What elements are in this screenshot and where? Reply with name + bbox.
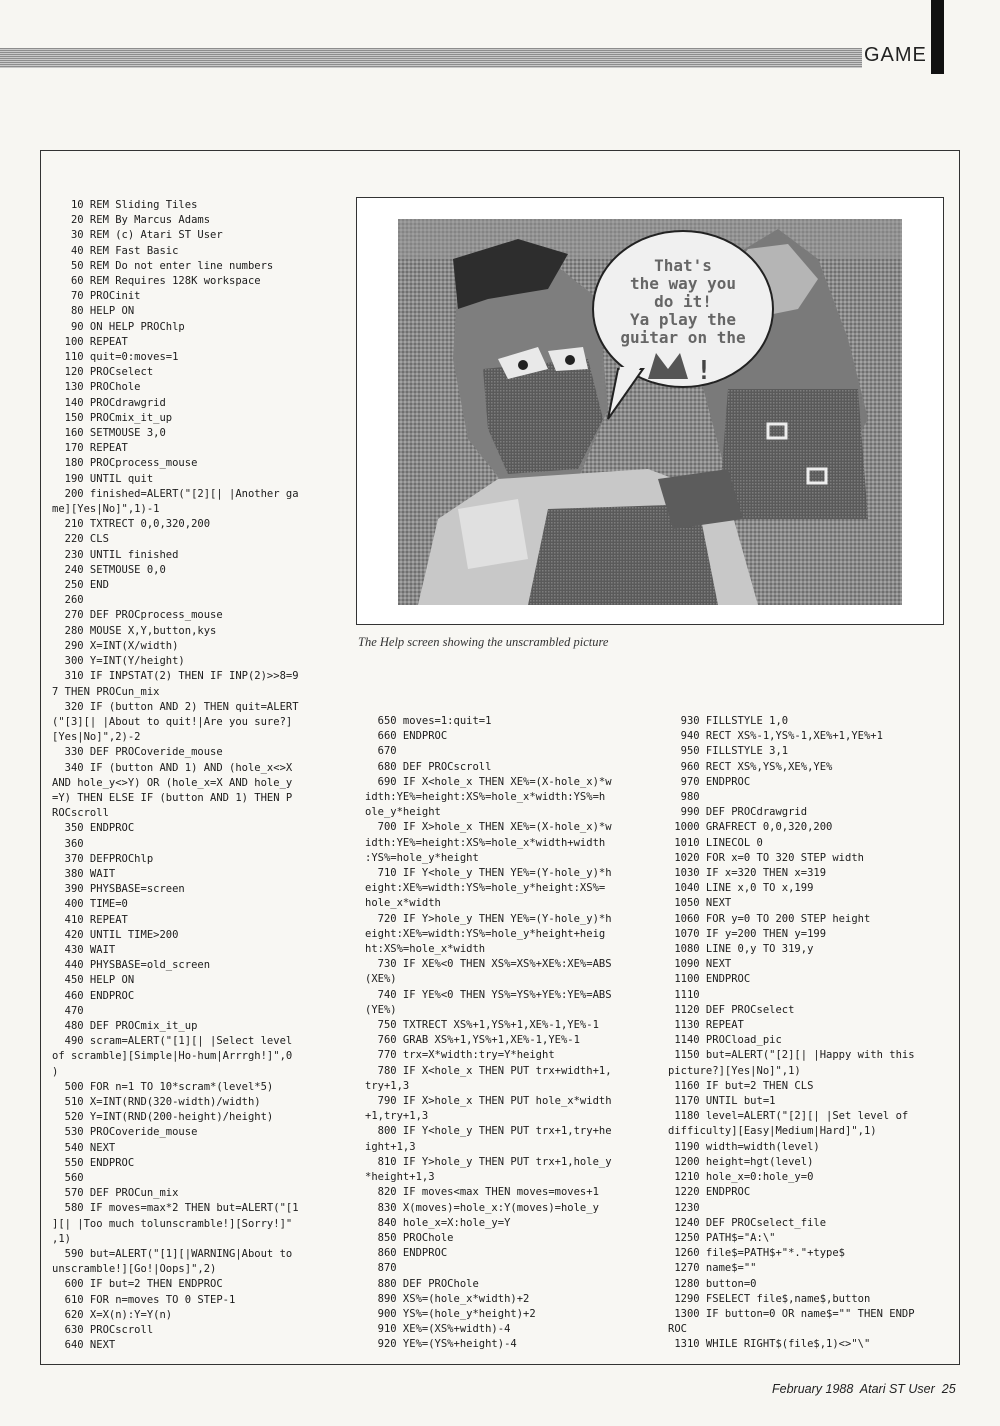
code-line: 40 REM Fast Basic [52,244,179,257]
code-line: 700 IF X>hole_x THEN XE%=(X-hole_x)*w [365,821,612,834]
code-line: 950 FILLSTYLE 3,1 [668,745,789,758]
page-footer: February 1988 Atari ST User 25 [772,1382,956,1396]
code-line: 320 IF (button AND 2) THEN quit=ALERT [52,700,299,713]
code-line: :YS%=hole_y*height [365,851,479,864]
code-line: me][Yes|No]",1)-1 [52,503,160,516]
code-line: ,1) [52,1232,71,1245]
code-line: of scramble][Simple|Ho-hum|Arrrgh!]",0 [52,1050,293,1063]
code-line: 760 GRAB XS%+1,YS%+1,XE%-1,YE%-1 [365,1034,580,1047]
code-line: 1030 IF x=320 THEN x=319 [668,867,827,880]
code-line: 1060 FOR y=0 TO 200 STEP height [668,912,871,925]
code-line: 490 scram=ALERT("[1][| |Select level [52,1035,293,1048]
code-line: ][| |Too much tolunscramble!][Sorry!]" [52,1217,293,1230]
code-line: 520 Y=INT(RND(200-height)/height) [52,1111,274,1124]
code-line: 420 UNTIL TIME>200 [52,928,179,941]
code-line: 270 DEF PROCprocess_mouse [52,609,223,622]
code-line: 400 TIME=0 [52,898,128,911]
code-line: 620 X=X(n):Y=Y(n) [52,1308,173,1321]
code-line: 300 Y=INT(Y/height) [52,655,185,668]
code-line: unscramble!][Go!|Oops]",2) [52,1263,217,1276]
code-line: 610 FOR n=moves TO 0 STEP-1 [52,1293,236,1306]
code-line: (YE%) [365,1003,397,1016]
code-line: hole_x*width [365,897,441,910]
speech-line-5: guitar on the [620,328,746,347]
code-line: 980 [668,791,700,804]
code-line: 810 IF Y>hole_y THEN PUT trx+1,hole_y [365,1155,612,1168]
code-line: 550 ENDPROC [52,1156,135,1169]
code-line: picture?][Yes|No]",1) [668,1064,801,1077]
code-column-2 [365,714,612,1353]
code-line: 880 DEF PROChole [365,1277,479,1290]
code-line: 1270 name$="" [668,1262,757,1275]
code-line: 640 NEXT [52,1339,116,1352]
speech-line-3: do it! [654,292,712,311]
code-line: 200 finished=ALERT("[2][| |Another ga [52,487,299,500]
code-line: 1280 button=0 [668,1277,757,1290]
code-line: 160 SETMOUSE 3,0 [52,427,166,440]
code-line: 970 ENDPROC [668,775,751,788]
code-line: 910 XE%=(XS%+width)-4 [365,1323,511,1336]
code-column-1 [52,198,299,1353]
code-line: 960 RECT XS%,YS%,XE%,YE% [668,760,833,773]
code-line: (XE%) [365,973,397,986]
code-line: 280 MOUSE X,Y,button,kys [52,624,217,637]
code-line: 1250 PATH$="A:\" [668,1231,776,1244]
code-line: 330 DEF PROCoveride_mouse [52,746,223,759]
code-line: 150 PROCmix_it_up [52,411,173,424]
code-line: 70 PROCinit [52,290,141,303]
code-line: 680 DEF PROCscroll [365,760,492,773]
code-line: 350 ENDPROC [52,822,135,835]
code-line: 1260 file$=PATH$+"*."+type$ [668,1247,846,1260]
code-line: 310 IF INPSTAT(2) THEN IF INP(2)>>8=9 [52,670,299,683]
code-line: 590 but=ALERT("[1][|WARNING|About to [52,1248,293,1261]
code-line: 940 RECT XS%-1,YS%-1,XE%+1,YE%+1 [668,730,883,743]
code-line: idth:YE%=height:XS%=hole_x*width:YS%=h [365,791,606,804]
code-line: 630 PROCscroll [52,1324,154,1337]
code-line: 510 X=INT(RND(320-width)/width) [52,1095,261,1108]
code-line: 1210 hole_x=0:hole_y=0 [668,1171,814,1184]
code-line: 790 IF X>hole_x THEN PUT hole_x*width [365,1095,612,1108]
code-line: 170 REPEAT [52,442,128,455]
speech-line-1: That's [654,256,712,275]
code-line: 290 X=INT(X/width) [52,639,179,652]
code-line: 600 IF but=2 THEN ENDPROC [52,1278,223,1291]
code-line: 570 DEF PROCun_mix [52,1187,179,1200]
code-line: 7 THEN PROCun_mix [52,685,160,698]
code-line: [Yes|No]",2)-2 [52,731,141,744]
code-line: 1110 [668,988,700,1001]
code-line: 340 IF (button AND 1) AND (hole_x<>X [52,761,293,774]
code-line: 1160 IF but=2 THEN CLS [668,1079,814,1092]
code-line: 650 moves=1:quit=1 [365,715,492,727]
code-column-3 [668,714,915,1353]
code-line: 670 [365,745,397,758]
code-line: 410 REPEAT [52,913,128,926]
code-line: 470 [52,1004,84,1017]
code-line: 220 CLS [52,533,109,546]
code-line: ht:XS%=hole_x*width [365,943,486,956]
header-stripes [0,48,862,68]
code-line: 210 TXTRECT 0,0,320,200 [52,518,211,531]
code-line: 860 ENDPROC [365,1247,448,1260]
code-line: 390 PHYSBASE=screen [52,883,185,896]
code-line: ROC [668,1323,687,1336]
code-line: ight+1,3 [365,1140,416,1153]
code-line: 820 IF moves<max THEN moves=moves+1 [365,1186,599,1199]
code-line: 100 REPEAT [52,335,128,348]
page-header [0,0,1000,80]
code-line: 890 XS%=(hole_x*width)+2 [365,1292,530,1305]
code-line: eight:XE%=width:YS%=hole_y*height:XS%= [365,882,606,895]
code-line: 260 [52,594,84,607]
code-line: 190 UNTIL quit [52,472,154,485]
code-line: 1010 LINECOL 0 [668,836,763,849]
code-line: idth:YE%=height:XS%=hole_x*width+width [365,836,606,849]
code-line: 500 FOR n=1 TO 10*scram*(level*5) [52,1080,274,1093]
speech-line-4: Ya play the [630,310,736,329]
code-line: 1040 LINE x,0 TO x,199 [668,882,814,895]
edge-tab [931,0,944,74]
code-line: 1070 IF y=200 THEN y=199 [668,927,827,940]
code-line: 540 NEXT [52,1141,116,1154]
code-line: 1300 IF button=0 OR name$="" THEN ENDP [668,1307,915,1320]
code-line: try+1,3 [365,1079,410,1092]
code-line: 1020 FOR x=0 TO 320 STEP width [668,851,864,864]
help-screen-figure [356,197,944,625]
code-line: 850 PROChole [365,1231,454,1244]
code-line: 1130 REPEAT [668,1019,744,1032]
code-line: 770 trx=X*width:try=Y*height [365,1049,555,1062]
code-line: 1230 [668,1201,700,1214]
code-line: 60 REM Requires 128K workspace [52,275,261,288]
code-line: ole_y*height [365,806,441,819]
code-line: *height+1,3 [365,1171,435,1184]
code-line: 50 REM Do not enter line numbers [52,259,274,272]
code-line: 450 HELP ON [52,974,135,987]
code-line: 240 SETMOUSE 0,0 [52,563,166,576]
code-line: 830 X(moves)=hole_x:Y(moves)=hole_y [365,1201,599,1214]
code-line: 840 hole_x=X:hole_y=Y [365,1216,511,1229]
speech-line-2: the way you [630,274,736,293]
code-line: +1,try+1,3 [365,1110,429,1123]
code-line: 870 [365,1262,397,1275]
code-line: 920 YE%=(YS%+height)-4 [365,1338,517,1351]
code-line: 780 IF X<hole_x THEN PUT trx+width+1, [365,1064,612,1077]
code-line: ) [52,1065,59,1078]
help-screen-image [398,219,902,605]
code-line: 1290 FSELECT file$,name$,button [668,1292,871,1305]
code-line: 690 IF X<hole_x THEN XE%=(X-hole_x)*w [365,775,612,788]
code-line: 660 ENDPROC [365,730,448,743]
code-line: 460 ENDPROC [52,989,135,1002]
code-line: 900 YS%=(hole_y*height)+2 [365,1307,536,1320]
code-line: 230 UNTIL finished [52,548,179,561]
code-line: 370 DEFPROChlp [52,852,154,865]
code-line: 1170 UNTIL but=1 [668,1095,776,1108]
code-line: 1120 DEF PROCselect [668,1003,795,1016]
code-line: 440 PHYSBASE=old_screen [52,959,211,972]
code-line: =Y) THEN ELSE IF (button AND 1) THEN P [52,791,293,804]
section-label: GAME [864,44,927,66]
code-line: 930 FILLSTYLE 1,0 [668,715,789,727]
code-line: 480 DEF PROCmix_it_up [52,1019,198,1032]
code-line: ("[3][| |About to quit!|Are you sure?] [52,715,293,728]
code-line: 1310 WHILE RIGHT$(file$,1)<>"\" [668,1338,871,1351]
code-line: 560 [52,1172,84,1184]
code-line: eight:XE%=width:YS%=hole_y*height+heig [365,927,606,940]
figure-caption: The Help screen showing the unscrambled picture [358,635,609,649]
code-line: 1180 level=ALERT("[2][| |Set level of [668,1110,909,1123]
code-line: 90 ON HELP PROChlp [52,320,185,333]
code-line: 120 PROCselect [52,366,154,379]
code-line: 180 PROCprocess_mouse [52,457,198,470]
code-line: 710 IF Y<hole_y THEN YE%=(Y-hole_y)*h [365,867,612,880]
code-line: 740 IF YE%<0 THEN YS%=YS%+YE%:YE%=ABS [365,988,612,1001]
code-line: difficulty][Easy|Medium|Hard]",1) [668,1125,877,1138]
code-line: 720 IF Y>hole_y THEN YE%=(Y-hole_y)*h [365,912,612,925]
code-line: 580 IF moves=max*2 THEN but=ALERT("[1 [52,1202,299,1215]
code-line: 380 WAIT [52,867,116,880]
code-line: 1150 but=ALERT("[2][| |Happy with this [668,1049,915,1062]
code-line: 1240 DEF PROCselect_file [668,1216,827,1229]
code-line: 110 quit=0:moves=1 [52,351,179,364]
code-line: 1220 ENDPROC [668,1186,751,1199]
code-line: 140 PROCdrawgrid [52,396,166,409]
speech-exclamation: ! [696,356,712,386]
code-line: 730 IF XE%<0 THEN XS%=XS%+XE%:XE%=ABS [365,958,612,971]
code-line: 1000 GRAFRECT 0,0,320,200 [668,821,833,834]
code-line: 250 END [52,579,109,592]
code-line: ROCscroll [52,807,109,820]
code-line: 800 IF Y<hole_y THEN PUT trx+1,try+he [365,1125,612,1138]
code-line: 1140 PROCload_pic [668,1034,782,1047]
code-line: 360 [52,837,84,850]
code-line: 20 REM By Marcus Adams [52,214,211,227]
code-line: 1050 NEXT [668,897,732,910]
code-line: 1190 width=width(level) [668,1140,820,1153]
code-line: 1080 LINE 0,y TO 319,y [668,943,814,956]
code-line: 80 HELP ON [52,305,135,318]
code-line: AND hole_y<>Y) OR (hole_x=X AND hole_y [52,776,293,789]
code-line: 1200 height=hgt(level) [668,1155,814,1168]
code-line: 1090 NEXT [668,958,732,971]
code-line: 30 REM (c) Atari ST User [52,229,223,242]
code-line: 530 PROCoveride_mouse [52,1126,198,1139]
code-line: 1100 ENDPROC [668,973,751,986]
code-line: 750 TXTRECT XS%+1,YS%+1,XE%-1,YE%-1 [365,1019,599,1032]
code-line: 10 REM Sliding Tiles [52,199,198,211]
code-line: 430 WAIT [52,943,116,956]
code-line: 130 PROChole [52,381,141,394]
code-line: 990 DEF PROCdrawgrid [668,806,808,819]
